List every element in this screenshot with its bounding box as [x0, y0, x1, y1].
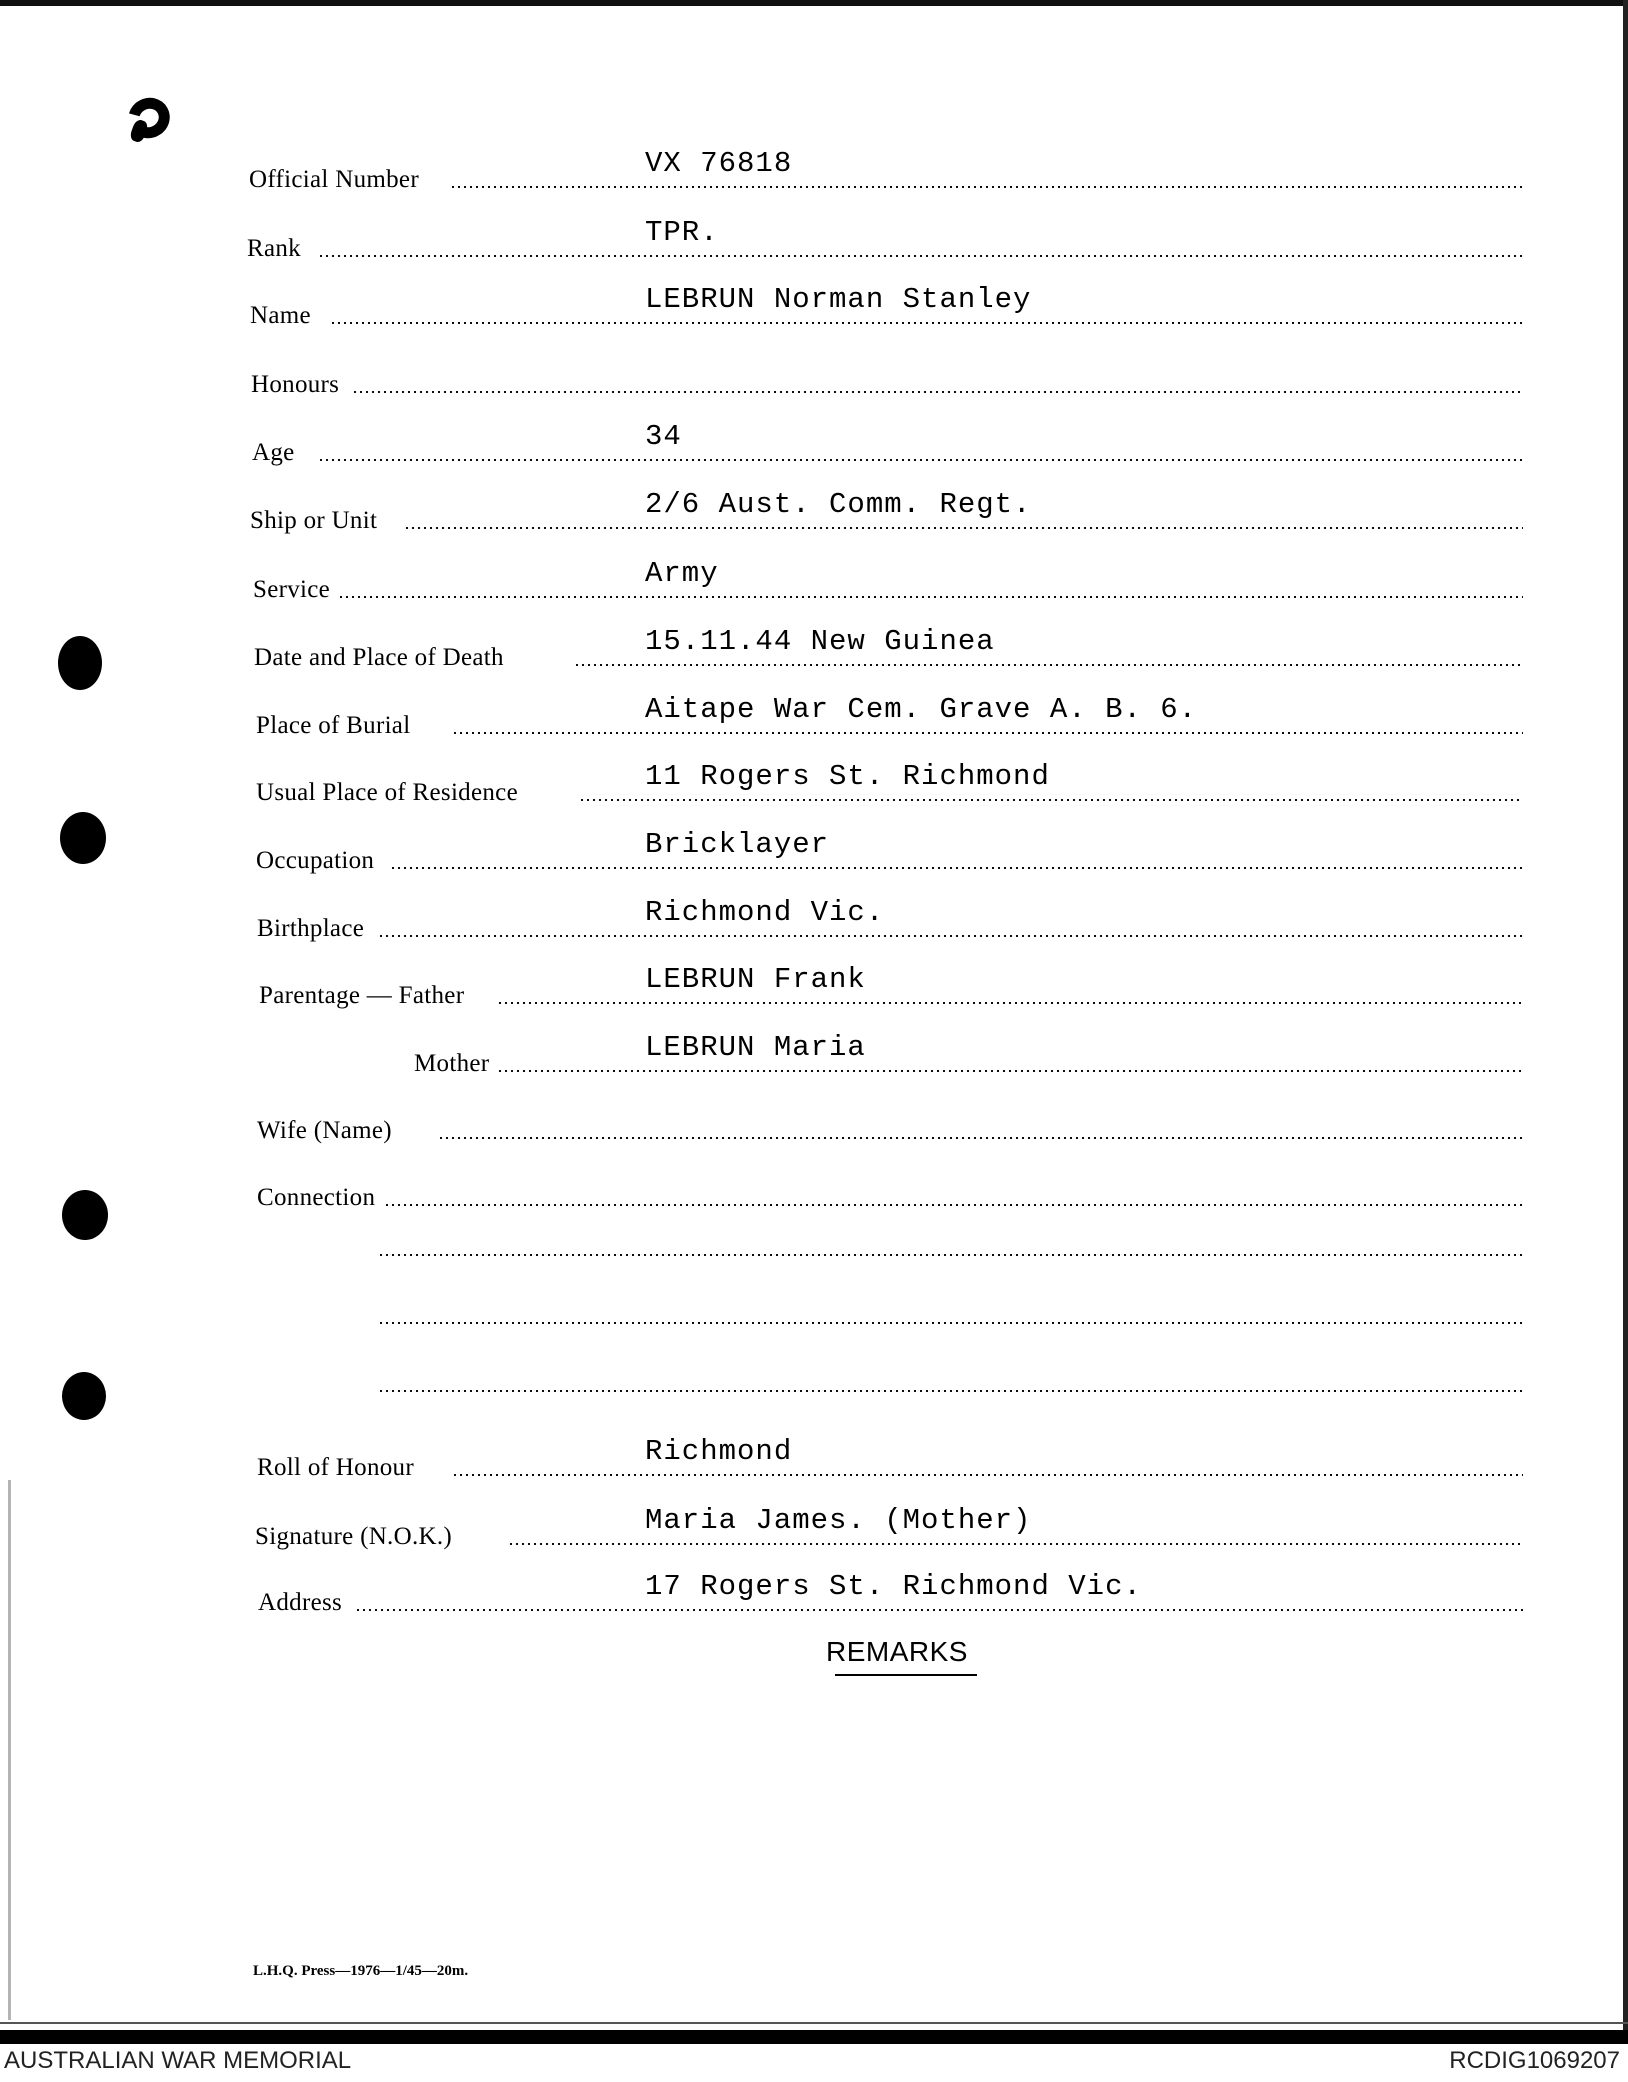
printer-imprint: L.H.Q. Press—1976—1/45—20m.: [253, 1963, 469, 1979]
dotted-line: [452, 1474, 1523, 1476]
dotted-line: [318, 459, 1523, 461]
field-value: 34: [645, 420, 682, 453]
field-value: Maria James. (Mother): [645, 1504, 1032, 1537]
dotted-line: [338, 596, 1523, 598]
field-label: Connection: [257, 1184, 376, 1211]
dotted-line: [452, 732, 1523, 734]
field-label: Wife (Name): [257, 1117, 392, 1144]
field-label: Date and Place of Death: [254, 644, 504, 671]
field-label: Rank: [247, 235, 301, 262]
dotted-line: [438, 1137, 1523, 1139]
form-row: [0, 1260, 1628, 1330]
field-label: Parentage — Father: [259, 982, 465, 1009]
field-label: Birthplace: [257, 915, 365, 942]
form-row: [0, 1008, 1628, 1078]
scan-border-line: [0, 2022, 1628, 2024]
dotted-line: [579, 799, 1523, 801]
dotted-line: [574, 664, 1523, 666]
field-label: Roll of Honour: [257, 1454, 414, 1481]
field-label: Service: [253, 576, 331, 603]
field-label: Signature (N.O.K.): [255, 1523, 453, 1550]
scan-border-bottom: [0, 2030, 1628, 2044]
dotted-line: [352, 391, 1523, 393]
field-label: Usual Place of Residence: [256, 779, 518, 806]
form-row: [0, 465, 1628, 535]
form-row: [0, 193, 1628, 263]
form-row: [0, 1328, 1628, 1398]
field-value: Richmond: [645, 1435, 793, 1468]
field-value: Army: [645, 557, 719, 590]
form-row: [0, 260, 1628, 330]
field-value: Aitape War Cem. Grave A. B. 6.: [645, 693, 1198, 726]
dotted-line: [497, 1002, 1523, 1004]
form-row: [0, 1075, 1628, 1145]
form-row: [0, 1192, 1628, 1262]
dotted-line: [508, 1543, 1523, 1545]
footer-institution: AUSTRALIAN WAR MEMORIAL: [4, 2047, 352, 2074]
field-value: TPR.: [645, 216, 719, 249]
form-row: [0, 397, 1628, 467]
form-row: [0, 670, 1628, 740]
dotted-line: [450, 186, 1523, 188]
remarks-heading: REMARKS: [826, 1636, 968, 1667]
field-value: LEBRUN Maria: [645, 1031, 866, 1064]
field-value: 17 Rogers St. Richmond Vic.: [645, 1570, 1142, 1603]
dotted-line: [378, 935, 1523, 937]
form-row: [0, 805, 1628, 875]
field-label: Occupation: [256, 847, 375, 874]
form-row: [0, 1547, 1628, 1617]
footer-record-id: RCDIG1069207: [1449, 2047, 1620, 2074]
form-row: [0, 602, 1628, 672]
dotted-line: [497, 1070, 1523, 1072]
form-row: [0, 124, 1628, 194]
form-row: [0, 534, 1628, 604]
field-label: Name: [250, 302, 311, 329]
dotted-line: [378, 1322, 1523, 1324]
form-row: [0, 940, 1628, 1010]
field-label: Age: [252, 439, 295, 466]
form-row: [0, 1412, 1628, 1482]
field-value: LEBRUN Norman Stanley: [645, 283, 1032, 316]
field-value: 11 Rogers St. Richmond: [645, 760, 1050, 793]
dotted-line: [318, 255, 1523, 257]
scan-border-top: [0, 0, 1628, 6]
form-row: [0, 1481, 1628, 1551]
dotted-line: [404, 527, 1523, 529]
field-value: 15.11.44 New Guinea: [645, 625, 995, 658]
field-label: Mother: [414, 1050, 490, 1077]
dotted-line: [355, 1609, 1523, 1611]
field-value: VX 76818: [645, 147, 793, 180]
dotted-line: [330, 322, 1523, 324]
dotted-line: [378, 1254, 1523, 1256]
form-row: [0, 737, 1628, 807]
field-value: 2/6 Aust. Comm. Regt.: [645, 488, 1032, 521]
form-row: [0, 873, 1628, 943]
field-label: Official Number: [249, 166, 419, 193]
field-value: LEBRUN Frank: [645, 963, 866, 996]
form-row: [0, 329, 1628, 399]
field-value: Richmond Vic.: [645, 896, 885, 929]
dotted-line: [378, 1390, 1523, 1392]
dotted-line: [390, 867, 1523, 869]
remarks-underline: [835, 1674, 977, 1676]
field-label: Place of Burial: [256, 712, 411, 739]
field-value: Bricklayer: [645, 828, 830, 861]
field-label: Address: [258, 1589, 343, 1616]
field-label: Honours: [251, 371, 340, 398]
field-label: Ship or Unit: [250, 507, 378, 534]
